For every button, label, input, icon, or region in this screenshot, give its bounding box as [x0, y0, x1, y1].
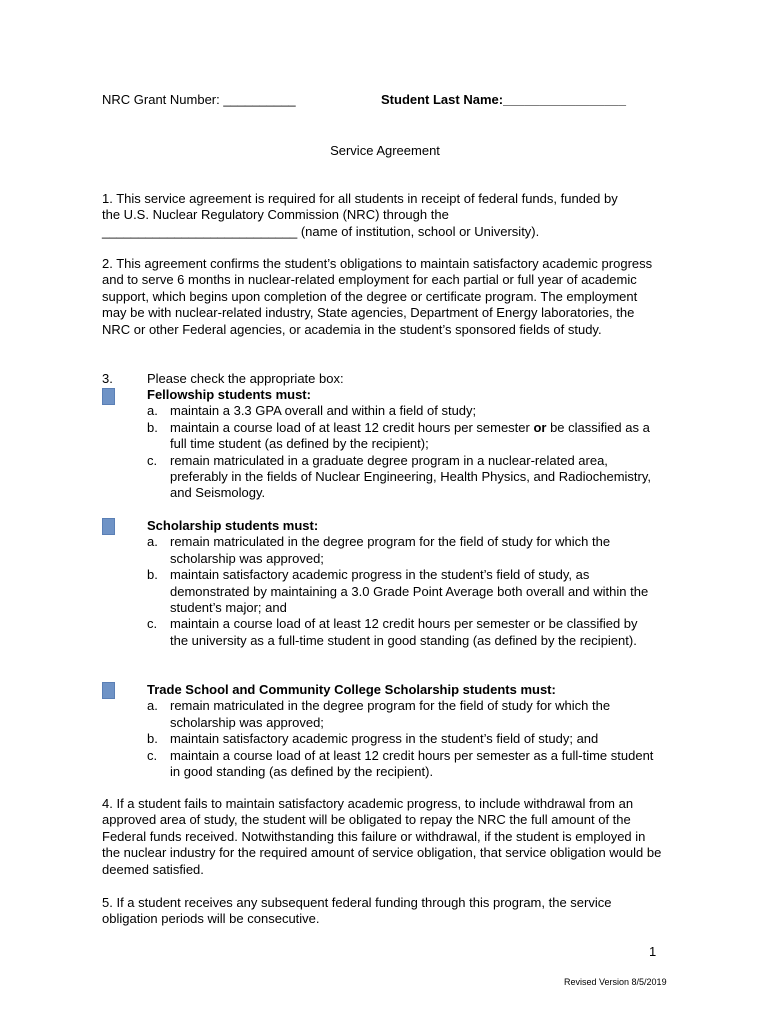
paragraph-1-line-1: 1. This service agreement is required for all students in receipt of federal funds, funded by	[102, 191, 618, 206]
list-item	[147, 698, 657, 731]
list-item	[147, 748, 657, 781]
list-marker: b.	[147, 731, 158, 747]
list-item	[147, 403, 657, 419]
fellowship-title: Fellowship students must:	[147, 387, 311, 402]
item-3-number: 3.	[102, 371, 113, 386]
nrc-grant-number-label: NRC Grant Number: __________	[102, 92, 296, 107]
scholarship-title: Scholarship students must:	[147, 518, 319, 533]
paragraph-1	[102, 191, 662, 240]
list-marker: a.	[147, 698, 158, 714]
scholarship-requirements-list	[147, 534, 657, 649]
trade-school-checkbox[interactable]	[102, 682, 115, 699]
fellowship-section	[147, 387, 657, 502]
trade-school-requirements-list	[147, 698, 657, 780]
fellowship-checkbox[interactable]	[102, 388, 115, 405]
trade-school-section	[147, 682, 657, 780]
list-item-text: remain matriculated in the degree program for the field of study for which the scholarship was approved;	[170, 534, 611, 566]
list-item-text: remain matriculated in a graduate degree program in a nuclear-related area, preferably in the fields of Nuclear Engineering, Health Physics, and Radiochemistry, and Seismology.	[170, 452, 651, 501]
list-item-text-continued: be classified as a full time student (as defined by the recipient);	[170, 419, 650, 452]
list-item-text: maintain satisfactory academic progress in the student’s field of study, as demonstrated by maintaining a 3.0 Grade Point Average both overall and within the student’s major; and	[170, 567, 649, 616]
list-marker: c.	[147, 616, 158, 632]
list-marker: b.	[147, 419, 158, 435]
list-item-text: maintain a 3.3 GPA overall and within a field of study;	[170, 403, 477, 419]
list-marker: a.	[147, 534, 158, 550]
paragraph-2: 2. This agreement confirms the student’s obligations to maintain satisfactory academic progress and to serve 6 months in nuclear-related employment for each partial or full year of academic support, which begins upon completion of the degree or certificate program. The employment may be with nuclear-related industry, State agencies, Department of Energy laboratories, the NRC or other Federal agencies, or academia in the student’s sponsored fields of study.	[102, 256, 653, 337]
list-item-text: maintain a course load of at least 12 credit hours per semester or be classified by the university as a full-time student in good standing (as defined by the recipient).	[170, 616, 638, 648]
emphasis-or: or	[533, 419, 547, 435]
list-marker: c.	[147, 452, 158, 468]
list-item-text: remain matriculated in the degree program for the field of study for which the scholarship was approved;	[170, 698, 611, 730]
list-marker: a.	[147, 403, 158, 419]
list-marker: c.	[147, 747, 158, 763]
list-item-text: maintain a course load of at least 12 credit hours per semester as a full-time student in good standing (as defined by the recipient).	[170, 747, 654, 780]
scholarship-section	[147, 518, 657, 649]
trade-school-title: Trade School and Community College Scholarship students must:	[147, 682, 556, 697]
list-item-text: maintain a course load of at least 12 credit hours per semester	[170, 419, 534, 435]
list-item	[147, 616, 657, 649]
scholarship-checkbox[interactable]	[102, 518, 115, 535]
header-row	[102, 92, 662, 110]
revised-version-label: Revised Version 8/5/2019	[564, 977, 667, 987]
list-item	[147, 453, 657, 502]
list-marker: b.	[147, 567, 158, 583]
item-3-instruction: Please check the appropriate box:	[147, 371, 344, 386]
fellowship-requirements-list	[147, 403, 657, 501]
list-item	[147, 731, 657, 747]
paragraph-5: 5. If a student receives any subsequent federal funding through this program, the service obligation periods will be consecutive.	[102, 895, 612, 927]
page-number: 1	[649, 944, 657, 959]
paragraph-4: 4. If a student fails to maintain satisfactory academic progress, to include withdrawal from an approved area of study, the student will be obligated to repay the NRC the full amount of the Federal funds received. Notwithstanding this failure or withdrawal, if the student is employed in the nuclear industry for the required amount of service obligation, that service obligation would be deemed satisfied.	[102, 796, 662, 877]
list-item	[147, 567, 657, 616]
list-item-text: maintain satisfactory academic progress in the student’s field of study; and	[170, 731, 599, 747]
list-item	[147, 534, 657, 567]
student-last-name-label: Student Last Name:_________________	[381, 92, 626, 107]
list-item	[147, 420, 657, 453]
paragraph-1-line-2: the U.S. Nuclear Regulatory Commission (NRC) through the	[102, 207, 449, 223]
page-title: Service Agreement	[330, 143, 440, 158]
paragraph-1-line-3: ___________________________ (name of institution, school or University).	[102, 223, 540, 239]
